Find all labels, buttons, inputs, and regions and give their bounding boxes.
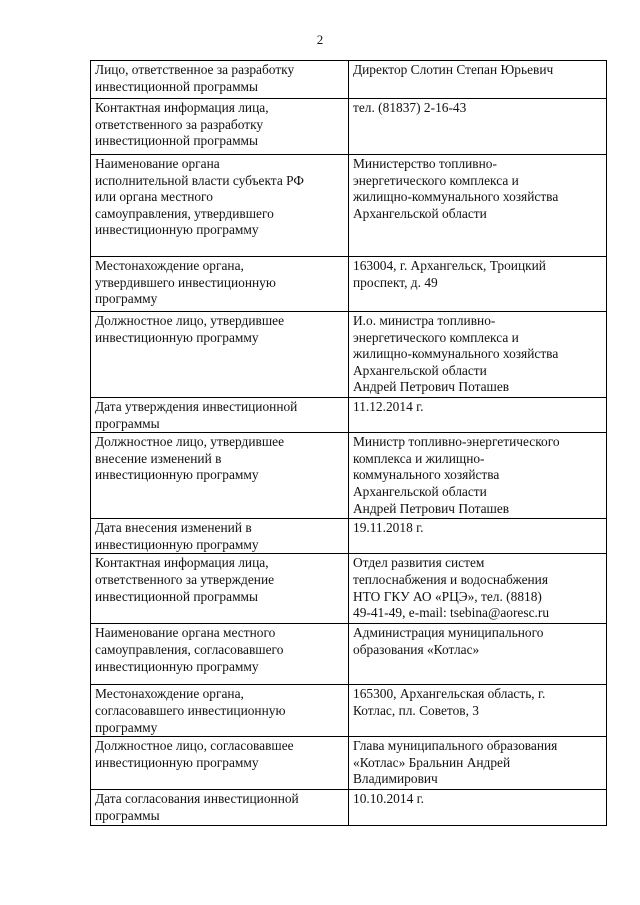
- row-value: Отдел развития систем теплоснабжения и водоснабжения НТО ГКУ АО «РЦЭ», тел. (8818) 49-41-49, e-mail: tsebina@aoresc.ru: [349, 554, 607, 624]
- row-label: Контактная информация лица, ответственного за утверждение инвестиционной программы: [91, 554, 349, 624]
- table-row: [91, 519, 607, 554]
- row-label: Наименование органа местного самоуправления, согласовавшего инвестиционную программу: [91, 624, 349, 685]
- table-row: [91, 398, 607, 433]
- row-value: Министр топливно-энергетического комплекса и жилищно- коммунального хозяйства Архангельской области Андрей Петрович Поташев: [349, 433, 607, 519]
- row-label: Должностное лицо, утвердившее инвестиционную программу: [91, 312, 349, 398]
- row-label: Лицо, ответственное за разработку инвестиционной программы: [91, 61, 349, 99]
- row-value: 11.12.2014 г.: [349, 398, 607, 433]
- table-row: [91, 554, 607, 624]
- row-value: 10.10.2014 г.: [349, 790, 607, 826]
- row-value: Глава муниципального образования «Котлас» Бральнин Андрей Владимирович: [349, 737, 607, 790]
- table-row: [91, 257, 607, 312]
- investment-program-info-table: [90, 60, 607, 826]
- row-label: Наименование органа исполнительной власти субъекта РФ или органа местного самоуправления, утвердившего инвестиционную программу: [91, 155, 349, 257]
- table-row: [91, 624, 607, 685]
- table-row: [91, 61, 607, 99]
- table-row: [91, 790, 607, 826]
- row-label: Дата внесения изменений в инвестиционную программу: [91, 519, 349, 554]
- row-label: Должностное лицо, согласовавшее инвестиционную программу: [91, 737, 349, 790]
- row-label: Дата утверждения инвестиционной программы: [91, 398, 349, 433]
- row-value: Директор Слотин Степан Юрьевич: [349, 61, 607, 99]
- table-row: [91, 155, 607, 257]
- table-row: [91, 99, 607, 155]
- table-row: [91, 312, 607, 398]
- row-label: Местонахождение органа, утвердившего инвестиционную программу: [91, 257, 349, 312]
- row-label: Дата согласования инвестиционной программы: [91, 790, 349, 826]
- row-value: 19.11.2018 г.: [349, 519, 607, 554]
- row-value: 163004, г. Архангельск, Троицкий проспект, д. 49: [349, 257, 607, 312]
- row-value: 165300, Архангельская область, г. Котлас, пл. Советов, 3: [349, 685, 607, 737]
- row-label: Местонахождение органа, согласовавшего инвестиционную программу: [91, 685, 349, 737]
- row-value: И.о. министра топливно- энергетического комплекса и жилищно-коммунального хозяйства Архангельской области Андрей Петрович Поташев: [349, 312, 607, 398]
- row-value: Министерство топливно- энергетического комплекса и жилищно-коммунального хозяйства Архангельской области: [349, 155, 607, 257]
- table-row: [91, 737, 607, 790]
- table-row: [91, 685, 607, 737]
- row-value: Администрация муниципального образования «Котлас»: [349, 624, 607, 685]
- row-label: Должностное лицо, утвердившее внесение изменений в инвестиционную программу: [91, 433, 349, 519]
- row-value: тел. (81837) 2-16-43: [349, 99, 607, 155]
- row-label: Контактная информация лица, ответственного за разработку инвестиционной программы: [91, 99, 349, 155]
- page-number: 2: [316, 32, 324, 47]
- table-row: [91, 433, 607, 519]
